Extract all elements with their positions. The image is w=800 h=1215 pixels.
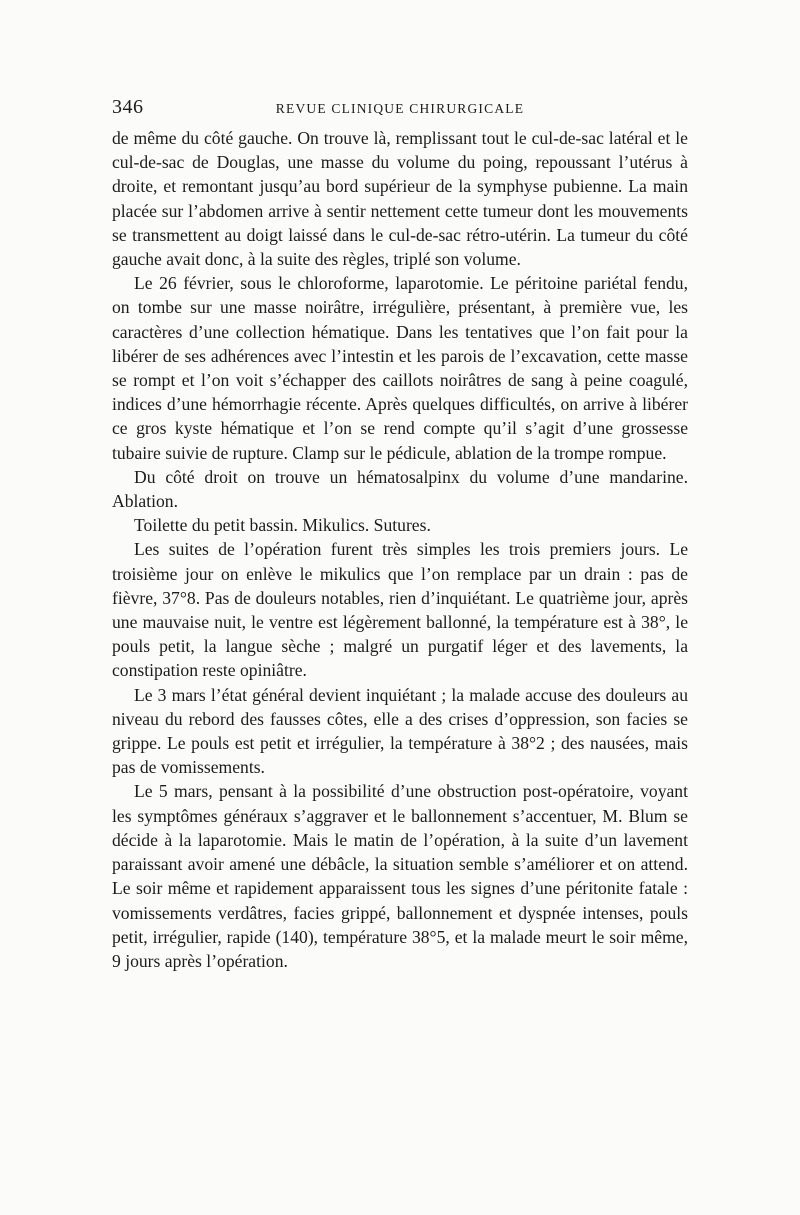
paragraph-3-mars: Le 3 mars l’état général devient inquiétant ; la malade accuse des douleurs au niveau du rebord des fausses côtes, elle a des crises d’oppression, son facies se grippe. Le pouls est petit et irrégulier, la température à 38°2 ; des nausées, mais pas de vomissements. bbox=[112, 684, 688, 778]
paragraph-laparotomy: Le 26 février, sous le chloroforme, laparotomie. Le péritoine pariétal fendu, on tombe sur une masse noirâtre, irrégulière, présentant, à première vue, les caractères d’une collection hématique. Dans les tentatives que l’on fait pour la libérer de ses adhérences avec l’intestin et les parois de l’excavation, cette masse se rompt et l’on voit s’échapper des caillots noirâtres de sang à peine coagulé, indices d’une hémorrhagie récente. Après quelques difficultés, on arrive à libérer ce gros kyste hématique et l’on se rend compte qu’il s’agit d’une grossesse tubaire suivie de rupture. Clamp sur le pédicule, ablation de la trompe rompue. bbox=[112, 273, 688, 463]
page-header bbox=[112, 96, 688, 122]
page-number: 346 bbox=[112, 96, 144, 118]
paragraph-5-mars: Le 5 mars, pensant à la possibilité d’une obstruction post-opératoire, voyant les symptômes généraux s’aggraver et le ballonnement s’accentuer, M. Blum se décide à la laparotomie. Mais le matin de l’opération, à la suite d’un lavement paraissant avoir amené une débâcle, la situation semble s’améliorer et on attend. Le soir même et rapidement apparaissent tous les signes d’une péritonite fatale : vomissements verdâtres, facies grippé, ballonnement et dyspnée intenses, pouls petit, irrégulier, rapide (140), température 38°5, et la malade meurt le soir même, 9 jours après l’opération. bbox=[112, 781, 688, 971]
paragraph-continued: de même du côté gauche. On trouve là, remplissant tout le cul-de-sac latéral et le cul-de-sac de Douglas, une masse du volume du poing, repoussant l’utérus à droite, et remontant jusqu’au bord supérieur de la symphyse pubienne. La main placée sur l’abdomen arrive à sentir nettement cette tumeur dont les mouvements se transmettent au doigt laissé dans le cul-de-sac rétro-utérin. La tumeur du côté gauche avait donc, à la suite des règles, triplé son volume. bbox=[112, 128, 688, 270]
paragraph-toilette: Toilette du petit bassin. Mikulics. Sutures. bbox=[134, 515, 431, 536]
running-title: REVUE CLINIQUE CHIRURGICALE bbox=[275, 101, 525, 116]
paragraph-hematosalpinx: Du côté droit on trouve un hématosalpinx du volume d’une mandarine. Ablation. bbox=[112, 466, 688, 512]
body-text bbox=[112, 126, 688, 973]
book-page bbox=[112, 96, 688, 973]
paragraph-suites: Les suites de l’opération furent très simples les trois premiers jours. Le troisième jour on enlève le mikulics que l’on remplace par un drain : pas de fièvre, 37°8. Pas de douleurs notables, rien d’inquiétant. Le quatrième jour, après une mauvaise nuit, le ventre est légèrement ballonné, la température est à 38°, le pouls petit, la langue sèche ; malgré un purgatif léger et des lavements, la constipation reste opiniâtre. bbox=[112, 539, 688, 681]
